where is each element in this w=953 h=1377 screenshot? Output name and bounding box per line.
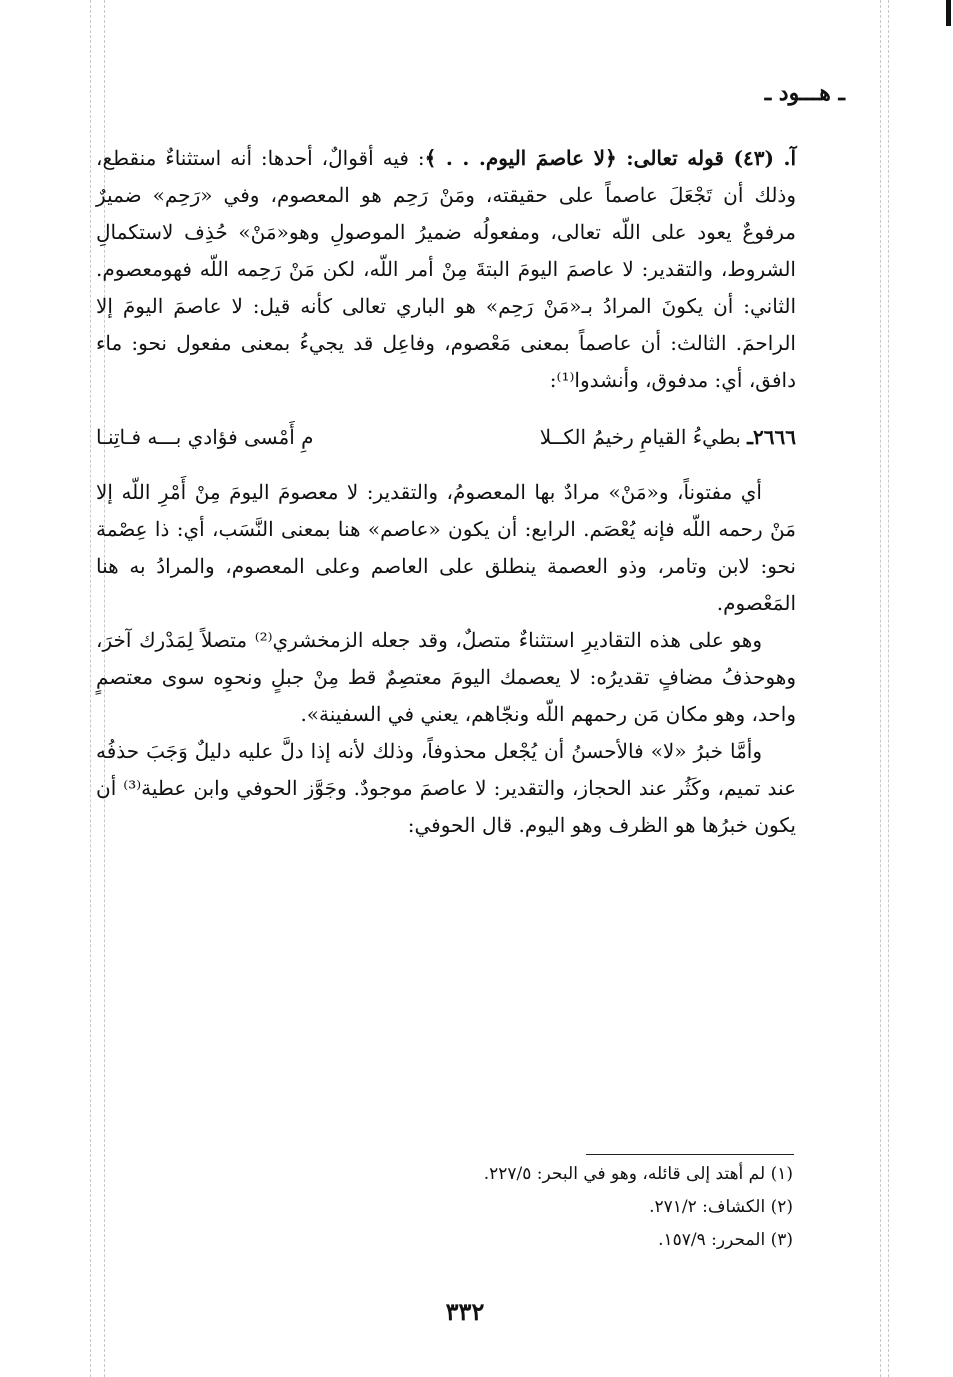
- intro-paragraph: [96, 140, 796, 399]
- page-number: ٣٣٢: [445, 1297, 485, 1326]
- scan-guide-line: [888, 0, 889, 1377]
- footnote: (١) لم أهتد إلى قائله، وهو في البحر: ٢٢٧/٥.: [483, 1164, 793, 1184]
- corner-scan-mark: [946, 0, 951, 26]
- intro-text: : فيه أقوالٌ، أحدها: أنه استثناءٌ منقطع، وذلك أن تَجْعَلَ عاصماً على حقيقته، ومَنْ رَحِم هو المعصوم، وفي «رَحِم» ضميرٌ مرفوعٌ يعود على اللّه تعالى، ومفعولُه ضميرُ الموصولِ وهو«مَنْ» حُذِف لاستكمالِ الشروط، والتقدير: لا عاصمَ اليومَ البتةَ مِنْ أمر اللّه، لكن مَنْ رَحِمه اللّه فهومعصوم. الثاني: أن يكونَ المرادُ بـ«مَنْ رَحِم» هو الباري تعالى كأنه قيل: لا عاصمَ اليومَ إلا الراحمَ. الثالث: أن عاصماً بمعنى مَعْصوم، وفاعِل قد يجيءُ بمعنى مفعول نحو: ماء دافق، أي: مدفوق، وأنشدوا⁽¹⁾:: [96, 146, 796, 392]
- verse-number: ٢٦٦٦ـ: [747, 425, 796, 449]
- poetry-verse: [96, 419, 796, 456]
- footnote: (٢) الكشاف: ٢٧١/٢.: [649, 1197, 793, 1217]
- footnote-separator: [586, 1154, 794, 1155]
- scan-guide-line: [90, 0, 91, 1377]
- running-head: ـ هـــود ـ: [764, 80, 845, 106]
- verse-second-hemistich: مِ أَمْسى فؤادي بـــه فـاتِنـا: [96, 425, 314, 449]
- body-paragraph: وهو على هذه التقاديرِ استثناءٌ متصلٌ، وقد جعله الزمخشري⁽²⁾ متصلاً لِمَدْرك آخرَ، وهوحذفُ مضافٍ تقديرُه: لا يعصمك اليومَ معتصِمٌ قط مِنْ جبلٍ ونحوِه سوى معتصمٍ واحد، وهو مكان مَن رحمهم اللّه ونجّاهم، يعني في السفينة».: [96, 628, 796, 726]
- body-paragraph: وأمَّا خبرُ «لا» فالأحسنُ أن يُجْعل محذوفاً، وذلك لأنه إذا دلَّ عليه دليلٌ وَجَبَ حذفُه عند تميم، وكَثُر عند الحجاز، والتقدير: لا عاصمَ موجودٌ. وجَوَّز الحوفي وابن عطية⁽³⁾ أن يكون خبرُها هو الظرف وهو اليوم. قال الحوفي:: [96, 739, 797, 837]
- verse-first-hemistich-group: [540, 419, 796, 456]
- verse-first-hemistich: بطيءُ القيامِ رخيمُ الكــلا: [539, 425, 741, 449]
- scan-guide-line: [880, 0, 881, 1377]
- main-text: [96, 140, 796, 844]
- body-paragraph: أي مفتوناً، و«مَنْ» مرادٌ بها المعصومُ، والتقدير: لا معصومَ اليومَ مِنْ أَمْرِ اللّه إلا مَنْ رحمه اللّه فإنه يُعْصَم. الرابع: أن يكون «عاصم» هنا بمعنى النَّسَب، أي: ذا عِصْمة نحو: لابن وتامر، وذو العصمة ينطلق على العاصم وعلى المعصوم، والمرادُ به هنا المَعْصوم.: [96, 480, 796, 615]
- footnote: (٣) المحرر: ١٥٧/٩.: [658, 1230, 793, 1250]
- footnotes: [484, 1158, 793, 1257]
- verse-reference: آ. (٤٣) قوله تعالى: ﴿لا عاصمَ اليوم. . . ﴾: [424, 146, 797, 170]
